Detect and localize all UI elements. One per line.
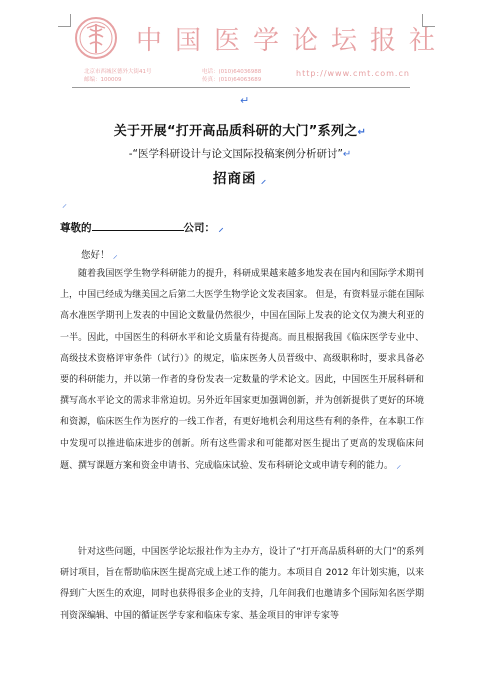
paragraph-end-mark-icon: ⸝: [109, 250, 118, 261]
letterhead-brand: 中国医学论坛报社: [136, 26, 449, 56]
letterhead-address: [84, 68, 152, 84]
letterhead-divider: [72, 87, 410, 88]
document-subtitle-text: -“医学科研设计与论文国际投稿案例分析研讨”: [128, 148, 343, 160]
greeting: [81, 247, 118, 261]
body-paragraph: [60, 542, 424, 627]
greeting-text: 您好！: [81, 250, 110, 261]
page-corner-mark-top-left: [58, 14, 71, 27]
body-paragraph-text: 针对这些问题，中国医学论坛报社作为主办方，设计了“打开高品质科研的大门”的系列研讨项目，旨在帮助临床医生提高完成上述工作的能力。本项目自 2012 年计划实施，以来得到广大医生的欢迎，同时也获得很多企业的支持，几年间我们也邀请多个国际知名医学期刊资深编辑、中国的循证医学专家和临床专家、基金项目的审评专家等: [60, 547, 424, 621]
salutation-suffix: 公司：: [183, 222, 215, 234]
document-type-text: 招商函: [213, 171, 257, 187]
phone-line: 电话：(010)64036988: [202, 69, 262, 75]
document-subtitle: [0, 146, 480, 161]
address-line: 北京市西城区德外大街41号: [84, 69, 152, 75]
document-title: [0, 120, 480, 139]
letterhead-contacts: [202, 68, 261, 84]
company-name-blank: [92, 221, 184, 231]
document-type: [0, 167, 480, 187]
letterhead: [72, 12, 449, 92]
paragraph-return-icon: ↵: [342, 149, 352, 160]
document-title-text: 关于开展“打开高品质科研的大门”系列之: [113, 124, 358, 139]
paragraph-end-mark-icon: ⸝: [256, 175, 267, 186]
paragraph-return-icon: ↵: [240, 94, 250, 107]
fax-line: 传真：(010)64063689: [202, 77, 262, 83]
paragraph-end-mark-icon: ⸝: [62, 199, 67, 210]
salutation: [60, 220, 223, 235]
body-paragraph-text: 随着我国医学生物学科研能力的提升，科研成果越来越多地发表在国内和国际学术期刊上，中国已经成为继美国之后第二大医学生物学论文发表国家。 但是，有资料显示能在国际高水准医学期刊上发表的中国论文数量仍然很少，中国在国际上发表的论文仅为澳大利亚的一半。因此，中国医生的科研水平和论文质量有待提高。而且根据我国《临床医学专业中、高级技术资格评审条件（试行）》的规定，临床医务人员晋级中、高级职称时，要求具备必要的科研能力，并以第一作者的身份发表一定数量的学术论文。因此，中国医生开展科研和撰写高水平论文的需求非常迫切。另外近年国家更加强调创新，并为创新提供了更好的环境和资源，临床医生作为医疗的一线工作者，有更好地机会利用这些有利的条件，在本职工作中发现可以推进临床进步的创新。所有这些需求和可能都对医生提出了更高的发现临床问题、撰写课题方案和资金申请书、完成临床试验、发布科研论文或申请专利的能力。: [60, 269, 424, 471]
paragraph-return-icon: ↵: [357, 127, 367, 138]
paragraph-end-mark-icon: ⸝: [215, 223, 224, 234]
postcode-line: 邮编：100009: [84, 77, 122, 83]
salutation-prefix: 尊敬的: [60, 222, 92, 234]
letterhead-url: http://www.cmt.com.cn: [296, 69, 410, 78]
paragraph-end-mark-icon: ⸝: [393, 459, 402, 471]
caduceus-logo-icon: [74, 16, 118, 60]
body-paragraph: [60, 264, 424, 477]
